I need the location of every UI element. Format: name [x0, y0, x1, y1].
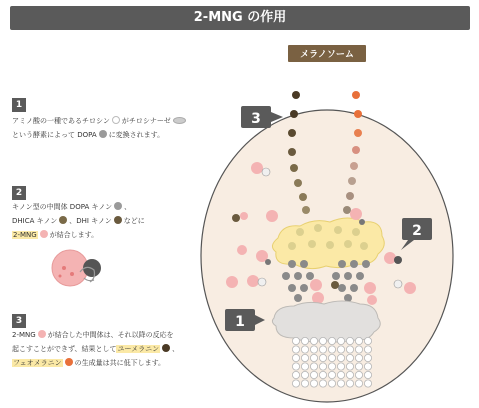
tyrosine-dot	[292, 354, 299, 361]
text-segment: 、	[124, 203, 132, 211]
tyrosine-dot	[328, 363, 335, 370]
binding-illustration	[52, 250, 101, 286]
step-3-number: 3	[12, 314, 26, 328]
text-segment: が結合した中間体は、それ以降の反応を	[47, 331, 174, 339]
page-title: 2-MNG の作用	[10, 6, 470, 30]
tyrosine-dot	[355, 371, 362, 378]
tyrosine-dot	[310, 337, 317, 344]
tyrosine-dot	[355, 363, 362, 370]
tyrosine-dot	[355, 380, 362, 387]
text-segment: 、DHI キノン	[69, 217, 112, 225]
tyrosine-dot	[319, 371, 326, 378]
highlighted-text: フェオメラニン	[13, 359, 62, 367]
step-2-number: 2	[12, 186, 26, 200]
tyrosine-dot	[301, 337, 308, 344]
tyrosine-dot	[337, 346, 344, 353]
tyrosine-dot	[301, 354, 308, 361]
step-1-number: 1	[12, 98, 26, 112]
tyrosine-dot	[319, 380, 326, 387]
tyrosine-dot	[310, 363, 317, 370]
tyrosine-dot	[310, 380, 317, 387]
tyrosine-dot	[292, 371, 299, 378]
melanosome-label: メラノソーム	[300, 50, 354, 60]
tyrosine-dot	[328, 380, 335, 387]
text-segment: 2-MNG	[12, 331, 36, 339]
tyrosine-dot	[301, 380, 308, 387]
tyrosine-dot	[346, 346, 353, 353]
tyrosine-dot	[364, 337, 371, 344]
tyrosine-dot	[364, 363, 371, 370]
tyrosine-dot	[310, 346, 317, 353]
tyrosine-dot	[328, 346, 335, 353]
tyrosine-dot	[292, 346, 299, 353]
tyrosine-dot	[301, 371, 308, 378]
tyrosine-dot	[319, 337, 326, 344]
tyrosine-dot	[364, 346, 371, 353]
tyrosine-dot	[346, 371, 353, 378]
callout-3-number: 3	[251, 111, 261, 127]
tyrosine-dot	[292, 337, 299, 344]
tyrosine-dot	[319, 363, 326, 370]
tyrosine-dot	[346, 354, 353, 361]
tyrosine-dot	[292, 380, 299, 387]
tyrosine-dot	[355, 346, 362, 353]
text-segment: 、	[172, 345, 180, 353]
callout-2-number: 2	[412, 223, 422, 239]
tyrosine-dot	[346, 363, 353, 370]
tyrosine-dot	[310, 371, 317, 378]
text-segment: 起こすことができず、結果として	[12, 345, 117, 353]
tyrosine-dot	[346, 337, 353, 344]
tyrosine-dot	[337, 371, 344, 378]
text-segment: の生成量は共に低下します。	[74, 359, 166, 367]
tyrosine-dot	[355, 354, 362, 361]
tyrosine-dot	[337, 354, 344, 361]
tyrosine-dot	[301, 346, 308, 353]
tyrosine-dot	[355, 337, 362, 344]
tyrosine-dot	[364, 354, 371, 361]
text-segment: がチロシナーゼ	[121, 117, 171, 125]
tyrosine-dot	[364, 371, 371, 378]
tyrosine-dot	[337, 337, 344, 344]
tyrosine-dot	[328, 371, 335, 378]
tyrosine-dot	[337, 380, 344, 387]
tyrosine-dot	[346, 380, 353, 387]
tyrosine-dot	[328, 337, 335, 344]
callout-1-number: 1	[235, 314, 245, 330]
tyrosine-dot	[364, 380, 371, 387]
text-segment: キノン型の中間体 DOPA キノン	[12, 203, 113, 211]
text-segment: アミノ酸の一種であるチロシン	[12, 117, 110, 125]
tyrosine-dot	[310, 354, 317, 361]
text-segment: に変換されます。	[108, 131, 165, 139]
tyrosine-dot	[337, 363, 344, 370]
tyrosine-dot	[301, 363, 308, 370]
text-segment: DHICA キノン	[12, 217, 58, 225]
text-segment: という酵素によって DOPA	[12, 131, 97, 139]
tyrosine-dot	[319, 346, 326, 353]
text-segment: などに	[123, 217, 145, 225]
highlighted-text: ユーメラニン	[117, 345, 160, 353]
tyrosinase-cloud	[272, 301, 380, 342]
tyrosine-dot	[328, 354, 335, 361]
highlighted-text: 2-MNG	[13, 231, 37, 239]
text-segment: が結合します。	[49, 231, 99, 239]
tyrosine-dot	[319, 354, 326, 361]
tyrosine-dot	[292, 363, 299, 370]
